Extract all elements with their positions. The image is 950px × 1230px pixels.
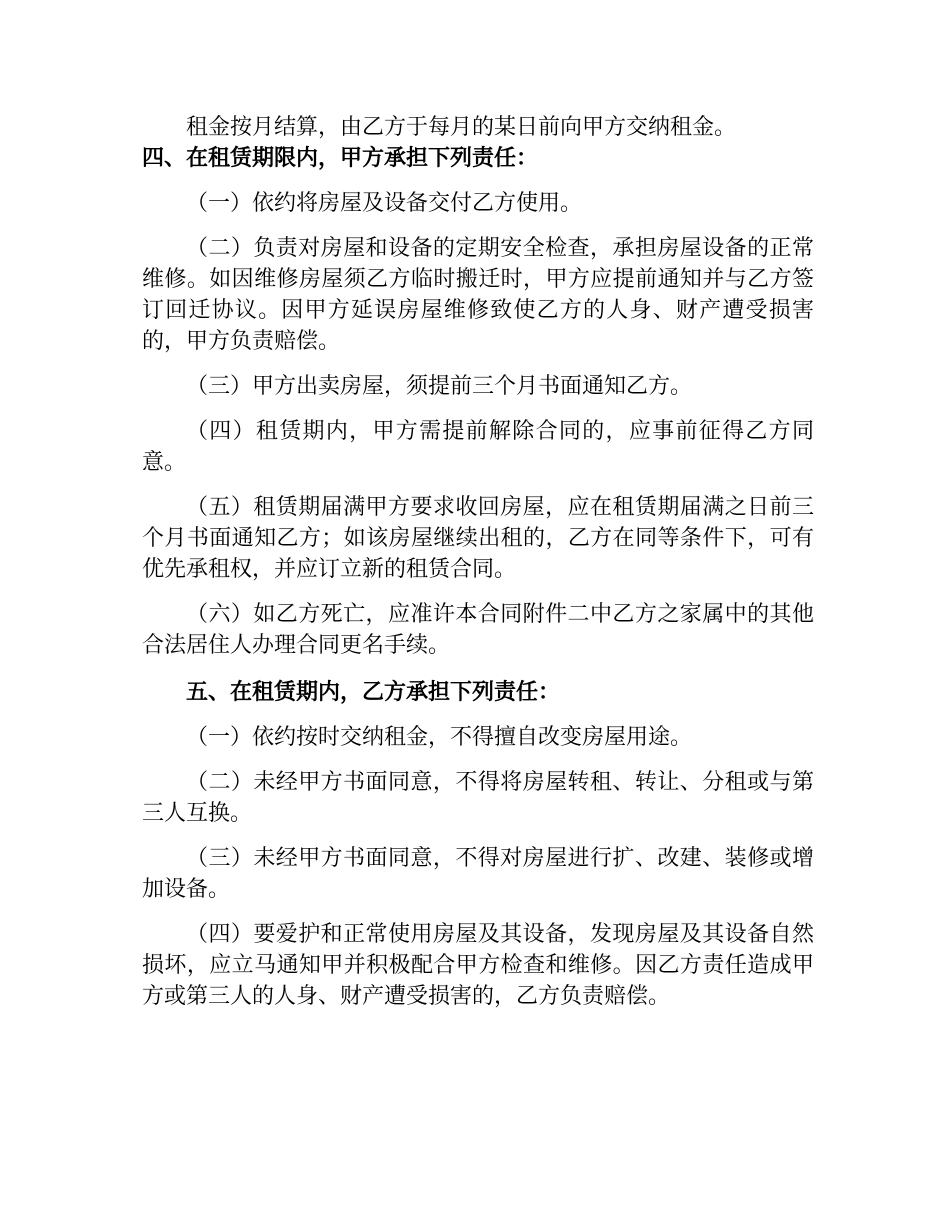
section-4-heading: 四、在租赁期限内，甲方承担下列责任： xyxy=(142,145,539,171)
section-4-item-1: （一）依约将房屋及设备交付乙方使用。 xyxy=(186,191,583,216)
section-5-item-3: （三）未经甲方书面同意，不得对房屋进行扩、改建、装修或增加设备。 xyxy=(142,846,814,902)
rent-settlement-paragraph: 租金按月结算，由乙方于每月的某日前向甲方交纳租金。 xyxy=(186,115,737,140)
section-5-item-2: （二）未经甲方书面同意，不得将房屋转租、转让、分租或与第三人互换。 xyxy=(142,770,814,826)
section-4-item-4: （四）租赁期内，甲方需提前解除合同的，应事前征得乙方同意。 xyxy=(142,419,814,475)
document-page xyxy=(142,112,814,1012)
section-5-item-4: （四）要爱护和正常使用房屋及其设备，发现房屋及其设备自然损坏，应立马通知甲并积极配合甲方检查和维修。因乙方责任造成甲方或第三人的人身、财产遭受损害的，乙方负责赔偿。 xyxy=(142,922,814,1009)
section-5-item-1: （一）依约按时交纳租金，不得擅自改变房屋用途。 xyxy=(186,725,693,750)
section-5-heading: 五、在租赁期内，乙方承担下列责任： xyxy=(186,679,561,705)
section-4-item-6: （六）如乙方死亡，应准许本合同附件二中乙方之家属中的其他合法居住人办理合同更名手续。 xyxy=(142,602,814,658)
section-4-item-5: （五）租赁期届满甲方要求收回房屋，应在租赁期届满之日前三个月书面通知乙方；如该房屋继续出租的，乙方在同等条件下，可有优先承租权，并应订立新的租赁合同。 xyxy=(142,495,814,582)
section-4-item-3: （三）甲方出卖房屋，须提前三个月书面通知乙方。 xyxy=(186,374,693,399)
section-4-item-2: （二）负责对房屋和设备的定期安全检查，承担房屋设备的正常维修。如因维修房屋须乙方临时搬迁时，甲方应提前通知并与乙方签订回迁协议。因甲方延误房屋维修致使乙方的人身、财产遭受损害的，甲方负责赔偿。 xyxy=(142,236,814,354)
